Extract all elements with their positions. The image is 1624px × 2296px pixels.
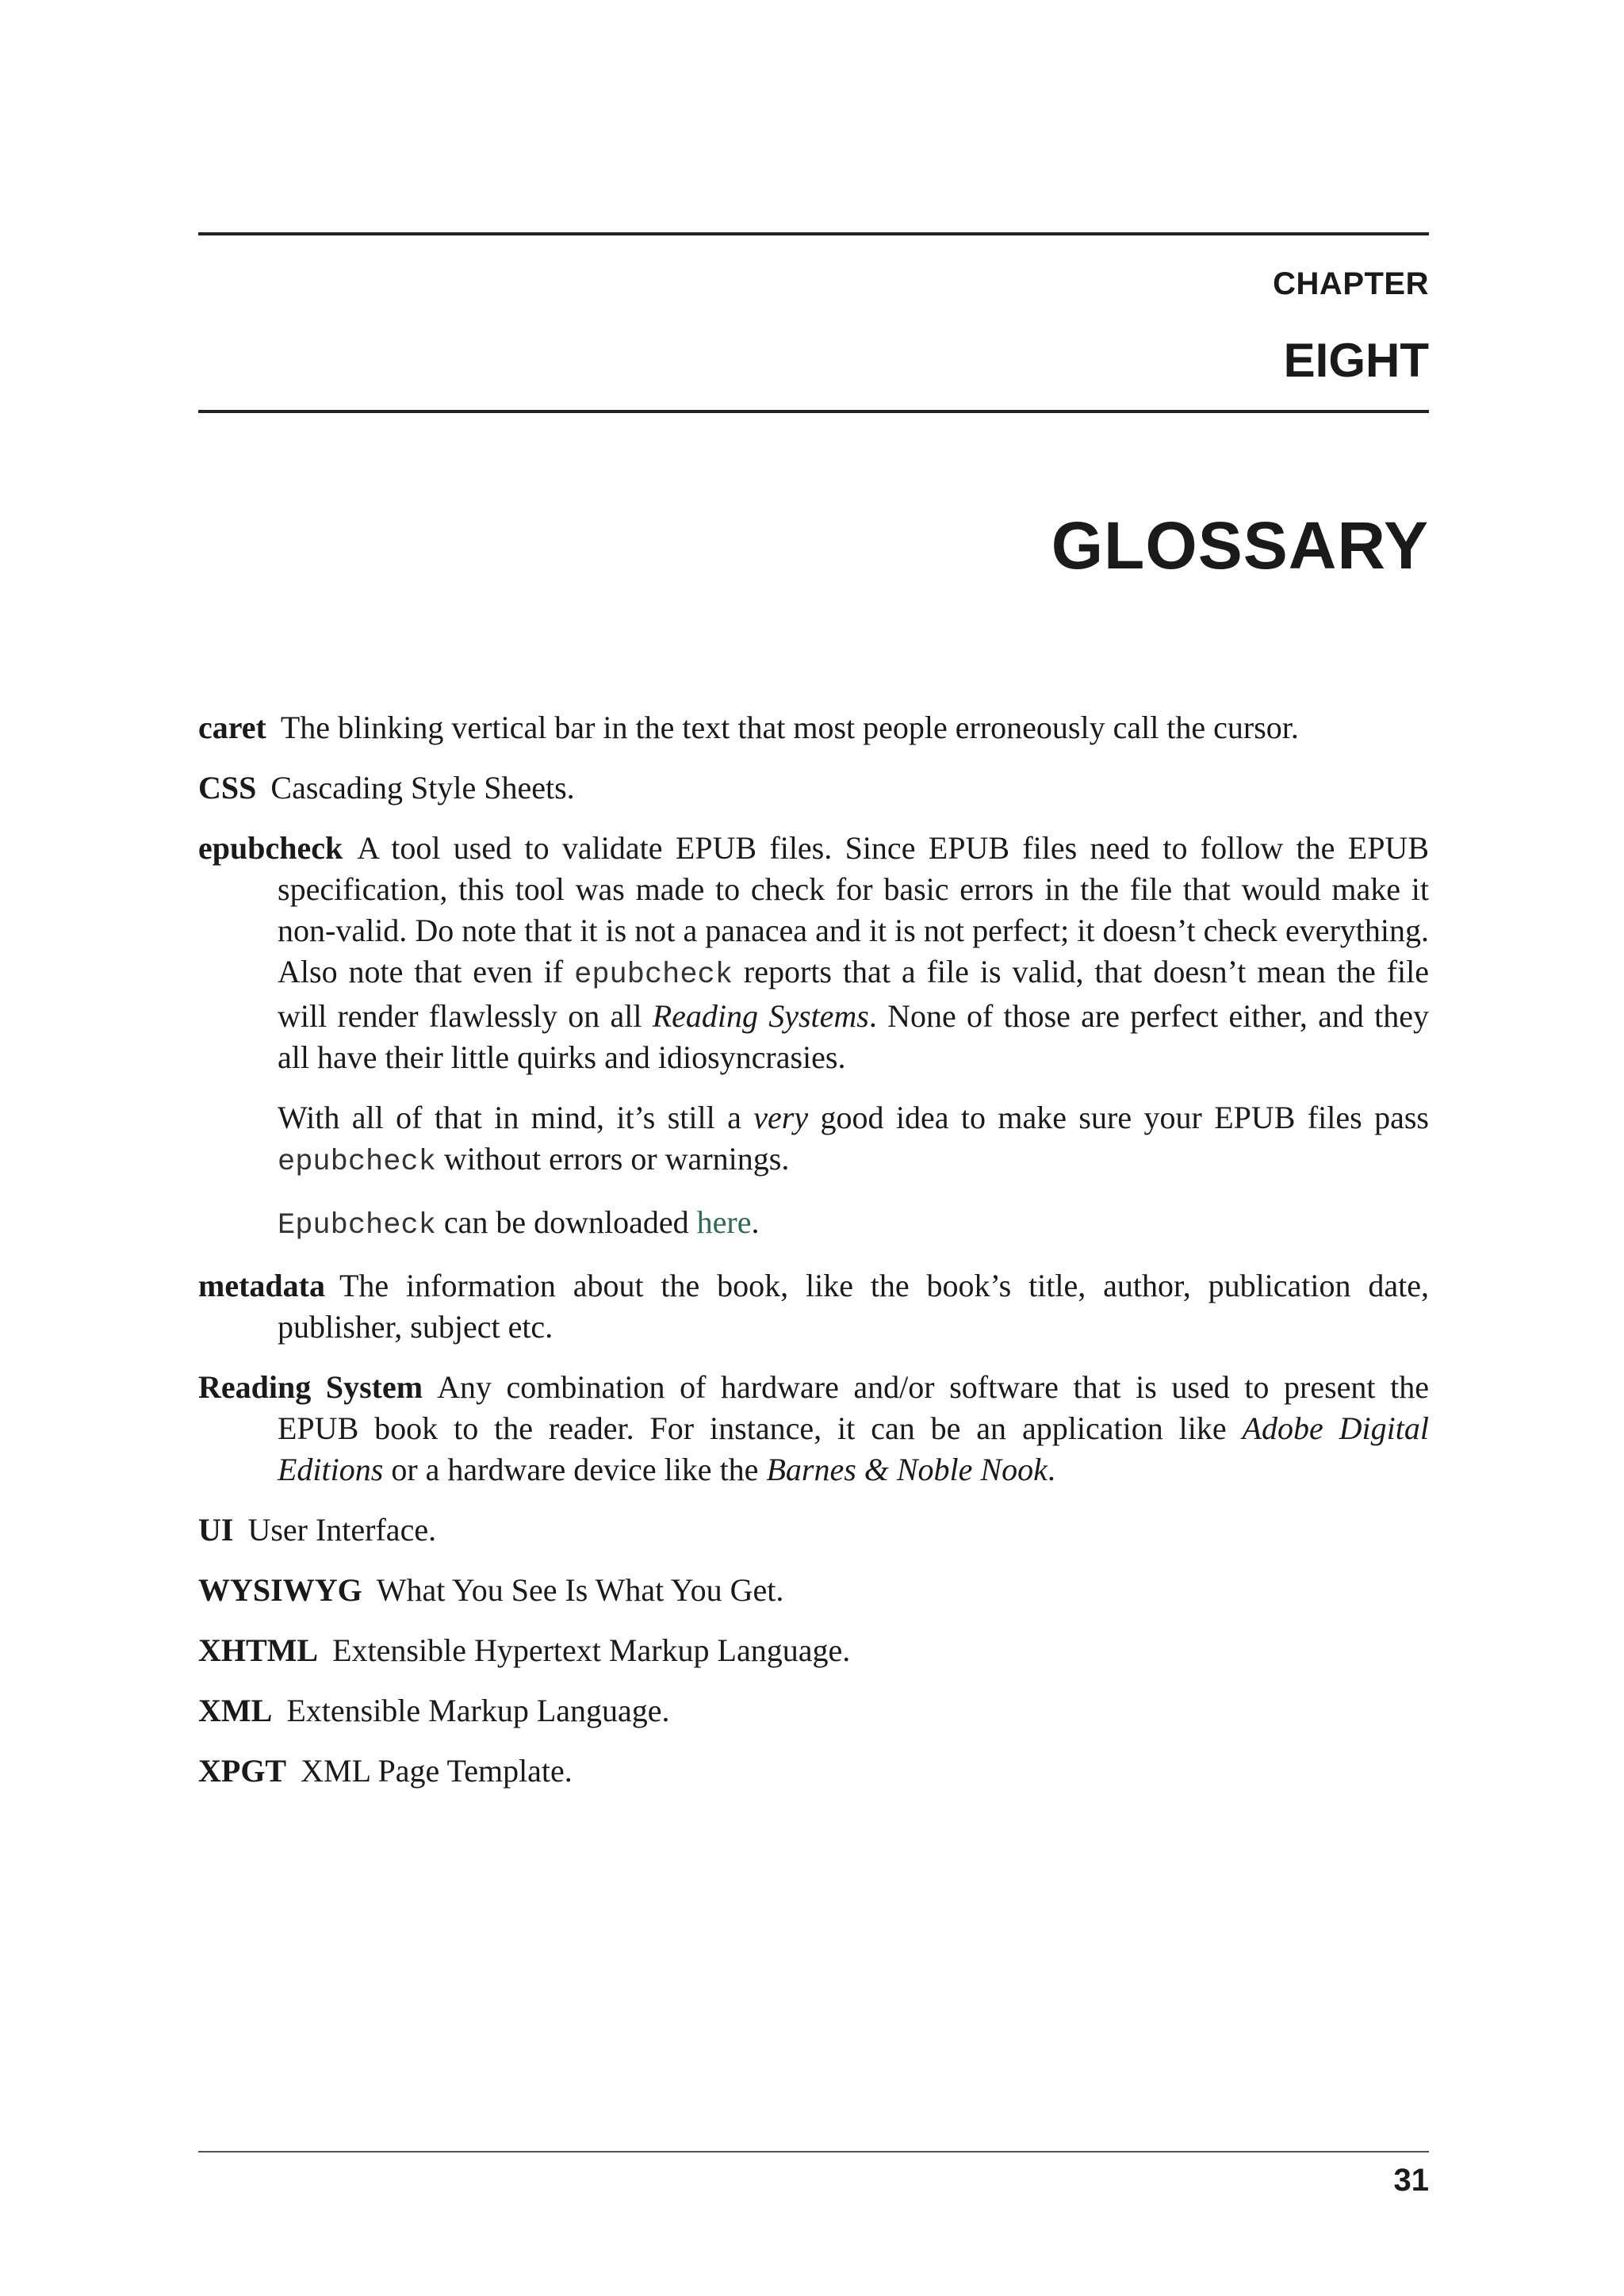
inline-code: Epubcheck bbox=[278, 1209, 436, 1242]
glossary-definition: XML Page Template. bbox=[301, 1753, 573, 1789]
glossary-term: Reading System bbox=[198, 1369, 423, 1405]
glossary-definition: Cascading Style Sheets. bbox=[270, 770, 575, 806]
page-title: GLOSSARY bbox=[1051, 508, 1429, 583]
page-number: 31 bbox=[1393, 2163, 1429, 2198]
glossary-entry-reading-system bbox=[198, 1367, 1429, 1490]
definition-text: A tool used to validate EPUB files. Since EPUB files need to follow the EPUB specification, this tool was made to check for basic errors in the file that would make it non-valid. Do note that it is not a panacea and it is not perfect; it doesn’t check everything. Also note that even if bbox=[278, 830, 1429, 989]
glossary-term: XHTML bbox=[198, 1632, 319, 1668]
glossary-definition: Extensible Markup Language. bbox=[286, 1693, 670, 1728]
inline-code: epubcheck bbox=[574, 959, 733, 992]
glossary-term: CSS bbox=[198, 770, 257, 806]
footer-rule bbox=[198, 2151, 1429, 2152]
italic-text: Reading Systems bbox=[652, 998, 869, 1034]
glossary-entry-css bbox=[198, 767, 1429, 809]
definition-text: Any combination of hardware and/or software that is used to present the EPUB book to the reader. For instance, it can be an application like bbox=[278, 1369, 1430, 1446]
glossary-term: XML bbox=[198, 1693, 273, 1728]
glossary-definition: The information about the book, like the book’s title, author, publication date, publisher, subject etc. bbox=[278, 1268, 1429, 1345]
definition-text: . None of those are perfect either, and they all have their little quirks and idiosyncrasies. bbox=[278, 998, 1429, 1075]
download-link[interactable]: here bbox=[696, 1204, 752, 1240]
glossary-entry-caret bbox=[198, 707, 1429, 748]
italic-text: Barnes & Noble Nook bbox=[766, 1452, 1048, 1487]
definition-text: With all of that in mind, it’s still a bbox=[278, 1100, 754, 1135]
glossary-definition: The blinking vertical bar in the text that most people erroneously call the cursor. bbox=[280, 710, 1299, 745]
chapter-label: CHAPTER bbox=[1273, 266, 1429, 301]
glossary-term: UI bbox=[198, 1512, 234, 1548]
glossary-entry-metadata bbox=[198, 1265, 1429, 1348]
inline-code: epubcheck bbox=[278, 1146, 436, 1179]
glossary-term: caret bbox=[198, 710, 266, 745]
definition-text: can be downloaded bbox=[435, 1204, 697, 1240]
epubcheck-paragraph-3 bbox=[278, 1202, 1429, 1246]
definition-text: good idea to make sure your EPUB files pass bbox=[808, 1100, 1429, 1135]
chapter-number: EIGHT bbox=[1283, 334, 1429, 387]
definition-text: . bbox=[1047, 1452, 1055, 1487]
epubcheck-paragraph-2 bbox=[278, 1097, 1429, 1183]
definition-text: or a hardware device like the bbox=[383, 1452, 767, 1487]
glossary-entry-epubcheck bbox=[198, 828, 1429, 1246]
glossary-definition: User Interface. bbox=[247, 1512, 437, 1548]
glossary-definition: What You See Is What You Get. bbox=[376, 1572, 784, 1608]
definition-text: . bbox=[751, 1204, 760, 1240]
glossary-entry-wysiwyg bbox=[198, 1570, 1429, 1611]
glossary-term: XPGT bbox=[198, 1753, 287, 1789]
glossary-definition: Extensible Hypertext Markup Language. bbox=[332, 1632, 851, 1668]
glossary-entry-xml bbox=[198, 1690, 1429, 1732]
definition-text: reports that a file is valid, that doesn’t mean the file will render flawlessly on all bbox=[278, 954, 1430, 1034]
glossary-entry-xpgt bbox=[198, 1751, 1429, 1792]
header-top-rule bbox=[198, 232, 1429, 235]
glossary-entry-xhtml bbox=[198, 1630, 1429, 1671]
glossary-term: epubcheck bbox=[198, 830, 343, 866]
italic-text: very bbox=[753, 1100, 809, 1135]
glossary-term: metadata bbox=[198, 1268, 325, 1303]
glossary-entry-ui bbox=[198, 1510, 1429, 1551]
header-bottom-rule bbox=[198, 410, 1429, 413]
definition-text: without errors or warnings. bbox=[435, 1141, 790, 1177]
italic-text: Adobe Digital Editions bbox=[278, 1410, 1430, 1487]
glossary-term: WYSIWYG bbox=[198, 1572, 362, 1608]
glossary-list bbox=[198, 707, 1429, 1792]
epubcheck-paragraph-1 bbox=[198, 828, 1429, 1078]
